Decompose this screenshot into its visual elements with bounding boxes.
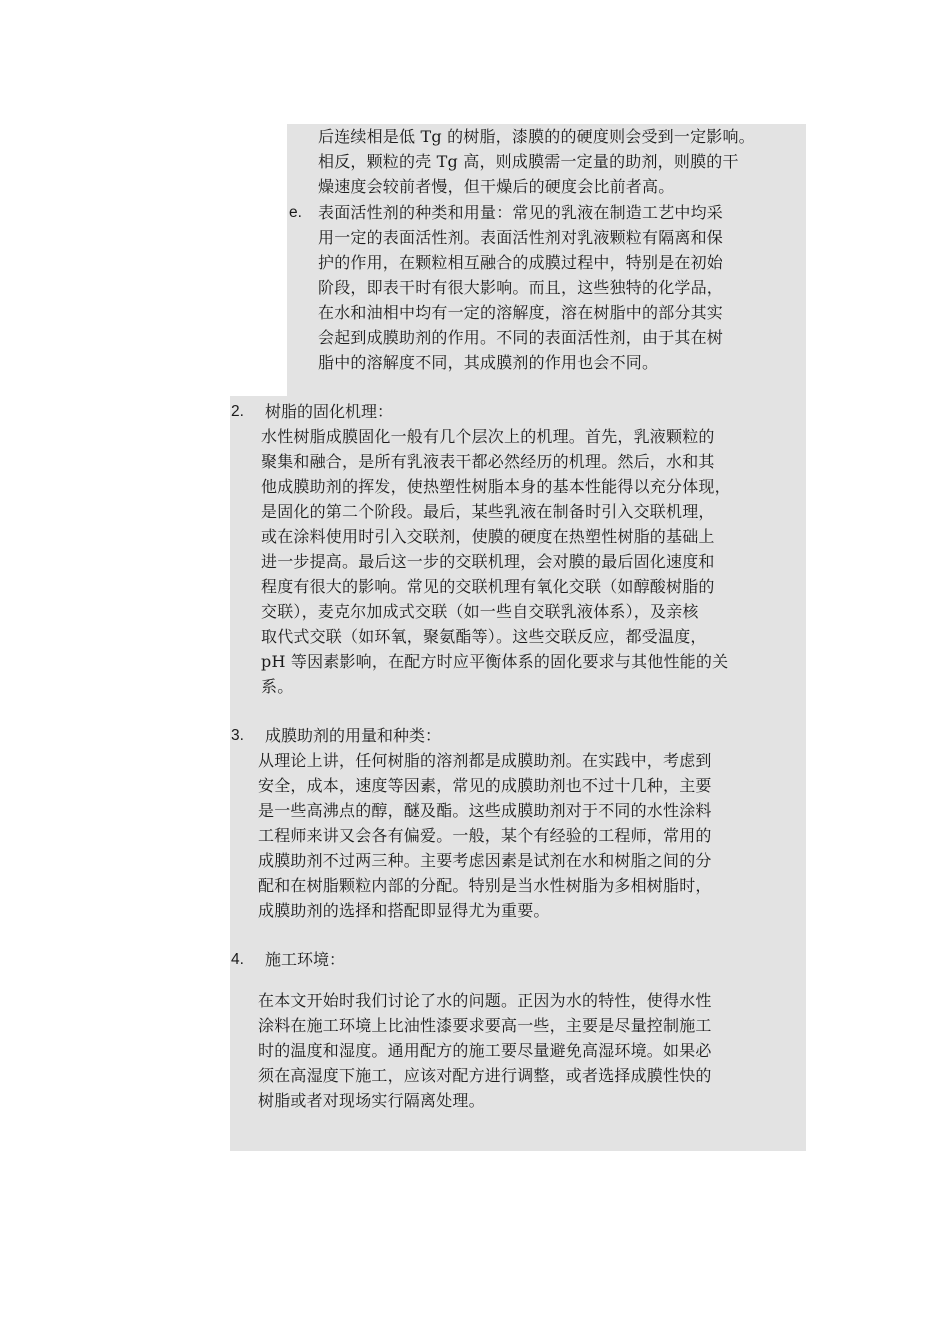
text-line: 交联），麦克尔加成式交联（如一些自交联乳液体系），及亲核: [261, 602, 699, 621]
text-line: 进一步提高。最后这一步的交联机理，会对膜的最后固化速度和: [261, 552, 715, 571]
section-heading-2: 树脂的固化机理：: [265, 402, 394, 421]
section-heading-4: 施工环境：: [265, 950, 346, 969]
text-line: 工程师来讲又会各有偏爱。一般，某个有经验的工程师，常用的: [258, 826, 712, 845]
text-line: 从理论上讲，任何树脂的溶剂都是成膜助剂。在实践中，考虑到: [258, 751, 712, 770]
section-2-paragraph: [261, 424, 731, 699]
text-line: 树脂或者对现场实行隔离处理。: [258, 1091, 485, 1110]
item-e-paragraph: [318, 200, 723, 375]
text-line: 护的作用，在颗粒相互融合的成膜过程中，特别是在初始: [318, 253, 724, 272]
text-line: 系。: [261, 677, 294, 696]
text-line: 阶段，即表干时有很大影响。而且，这些独特的化学品，: [318, 278, 724, 297]
text-line: 或在涂料使用时引入交联剂，使膜的硬度在热塑性树脂的基础上: [261, 527, 715, 546]
text-line: 后连续相是低 Tg 的树脂，漆膜的的硬度则会受到一定影响。: [318, 127, 755, 146]
text-line: 水性树脂成膜固化一般有几个层次上的机理。首先，乳液颗粒的: [261, 427, 715, 446]
text-line: 用一定的表面活性剂。表面活性剂对乳液颗粒有隔离和保: [318, 228, 724, 247]
section-number-3: 3.: [231, 727, 244, 744]
section-4-paragraph: [258, 988, 712, 1113]
section-3-paragraph: [258, 748, 712, 923]
text-line: 脂中的溶解度不同，其成膜剂的作用也会不同。: [318, 353, 659, 372]
text-line: pH 等因素影响，在配方时应平衡体系的固化要求与其他性能的关: [261, 652, 729, 671]
text-line: 会起到成膜助剂的作用。不同的表面活性剂，由于其在树: [318, 328, 724, 347]
text-line: 成膜助剂的选择和搭配即显得尤为重要。: [258, 901, 550, 920]
text-line: 涂料在施工环境上比油性漆要求要高一些，主要是尽量控制施工: [258, 1016, 712, 1035]
text-line: 在本文开始时我们讨论了水的问题。正因为水的特性，使得水性: [258, 991, 712, 1010]
text-line: 配和在树脂颗粒内部的分配。特别是当水性树脂为多相树脂时，: [258, 876, 712, 895]
item-d-continuation: [318, 124, 755, 199]
list-marker-e: e.: [289, 204, 302, 221]
text-line: 须在高湿度下施工，应该对配方进行调整，或者选择成膜性快的: [258, 1066, 712, 1085]
text-line: 相反，颗粒的壳 Tg 高，则成膜需一定量的助剂，则膜的干: [318, 152, 739, 171]
text-line: 燥速度会较前者慢，但干燥后的硬度会比前者高。: [318, 177, 675, 196]
text-line: 是固化的第二个阶段。最后，某些乳液在制备时引入交联机理，: [261, 502, 715, 521]
text-line: 安全，成本，速度等因素，常见的成膜助剂也不过十几种，主要: [258, 776, 712, 795]
text-line: 成膜助剂不过两三种。主要考虑因素是试剂在水和树脂之间的分: [258, 851, 712, 870]
section-number-4: 4.: [231, 951, 244, 968]
text-line: 聚集和融合，是所有乳液表干都必然经历的机理。然后，水和其: [261, 452, 715, 471]
text-line: 程度有很大的影响。常见的交联机理有氧化交联（如醇酸树脂的: [261, 577, 715, 596]
text-line: 表面活性剂的种类和用量：常见的乳液在制造工艺中均采: [318, 203, 724, 222]
section-number-2: 2.: [231, 403, 244, 420]
section-heading-3: 成膜助剂的用量和种类：: [265, 726, 442, 745]
text-line: 取代式交联（如环氧，聚氨酯等）。这些交联反应，都受温度，: [261, 627, 707, 646]
text-line: 他成膜助剂的挥发，使热塑性树脂本身的基本性能得以充分体现，: [261, 477, 731, 496]
text-line: 是一些高沸点的醇，醚及酯。这些成膜助剂对于不同的水性涂料: [258, 801, 712, 820]
text-line: 在水和油相中均有一定的溶解度，溶在树脂中的部分其实: [318, 303, 724, 322]
text-line: 时的温度和湿度。通用配方的施工要尽量避免高湿环境。如果必: [258, 1041, 712, 1060]
